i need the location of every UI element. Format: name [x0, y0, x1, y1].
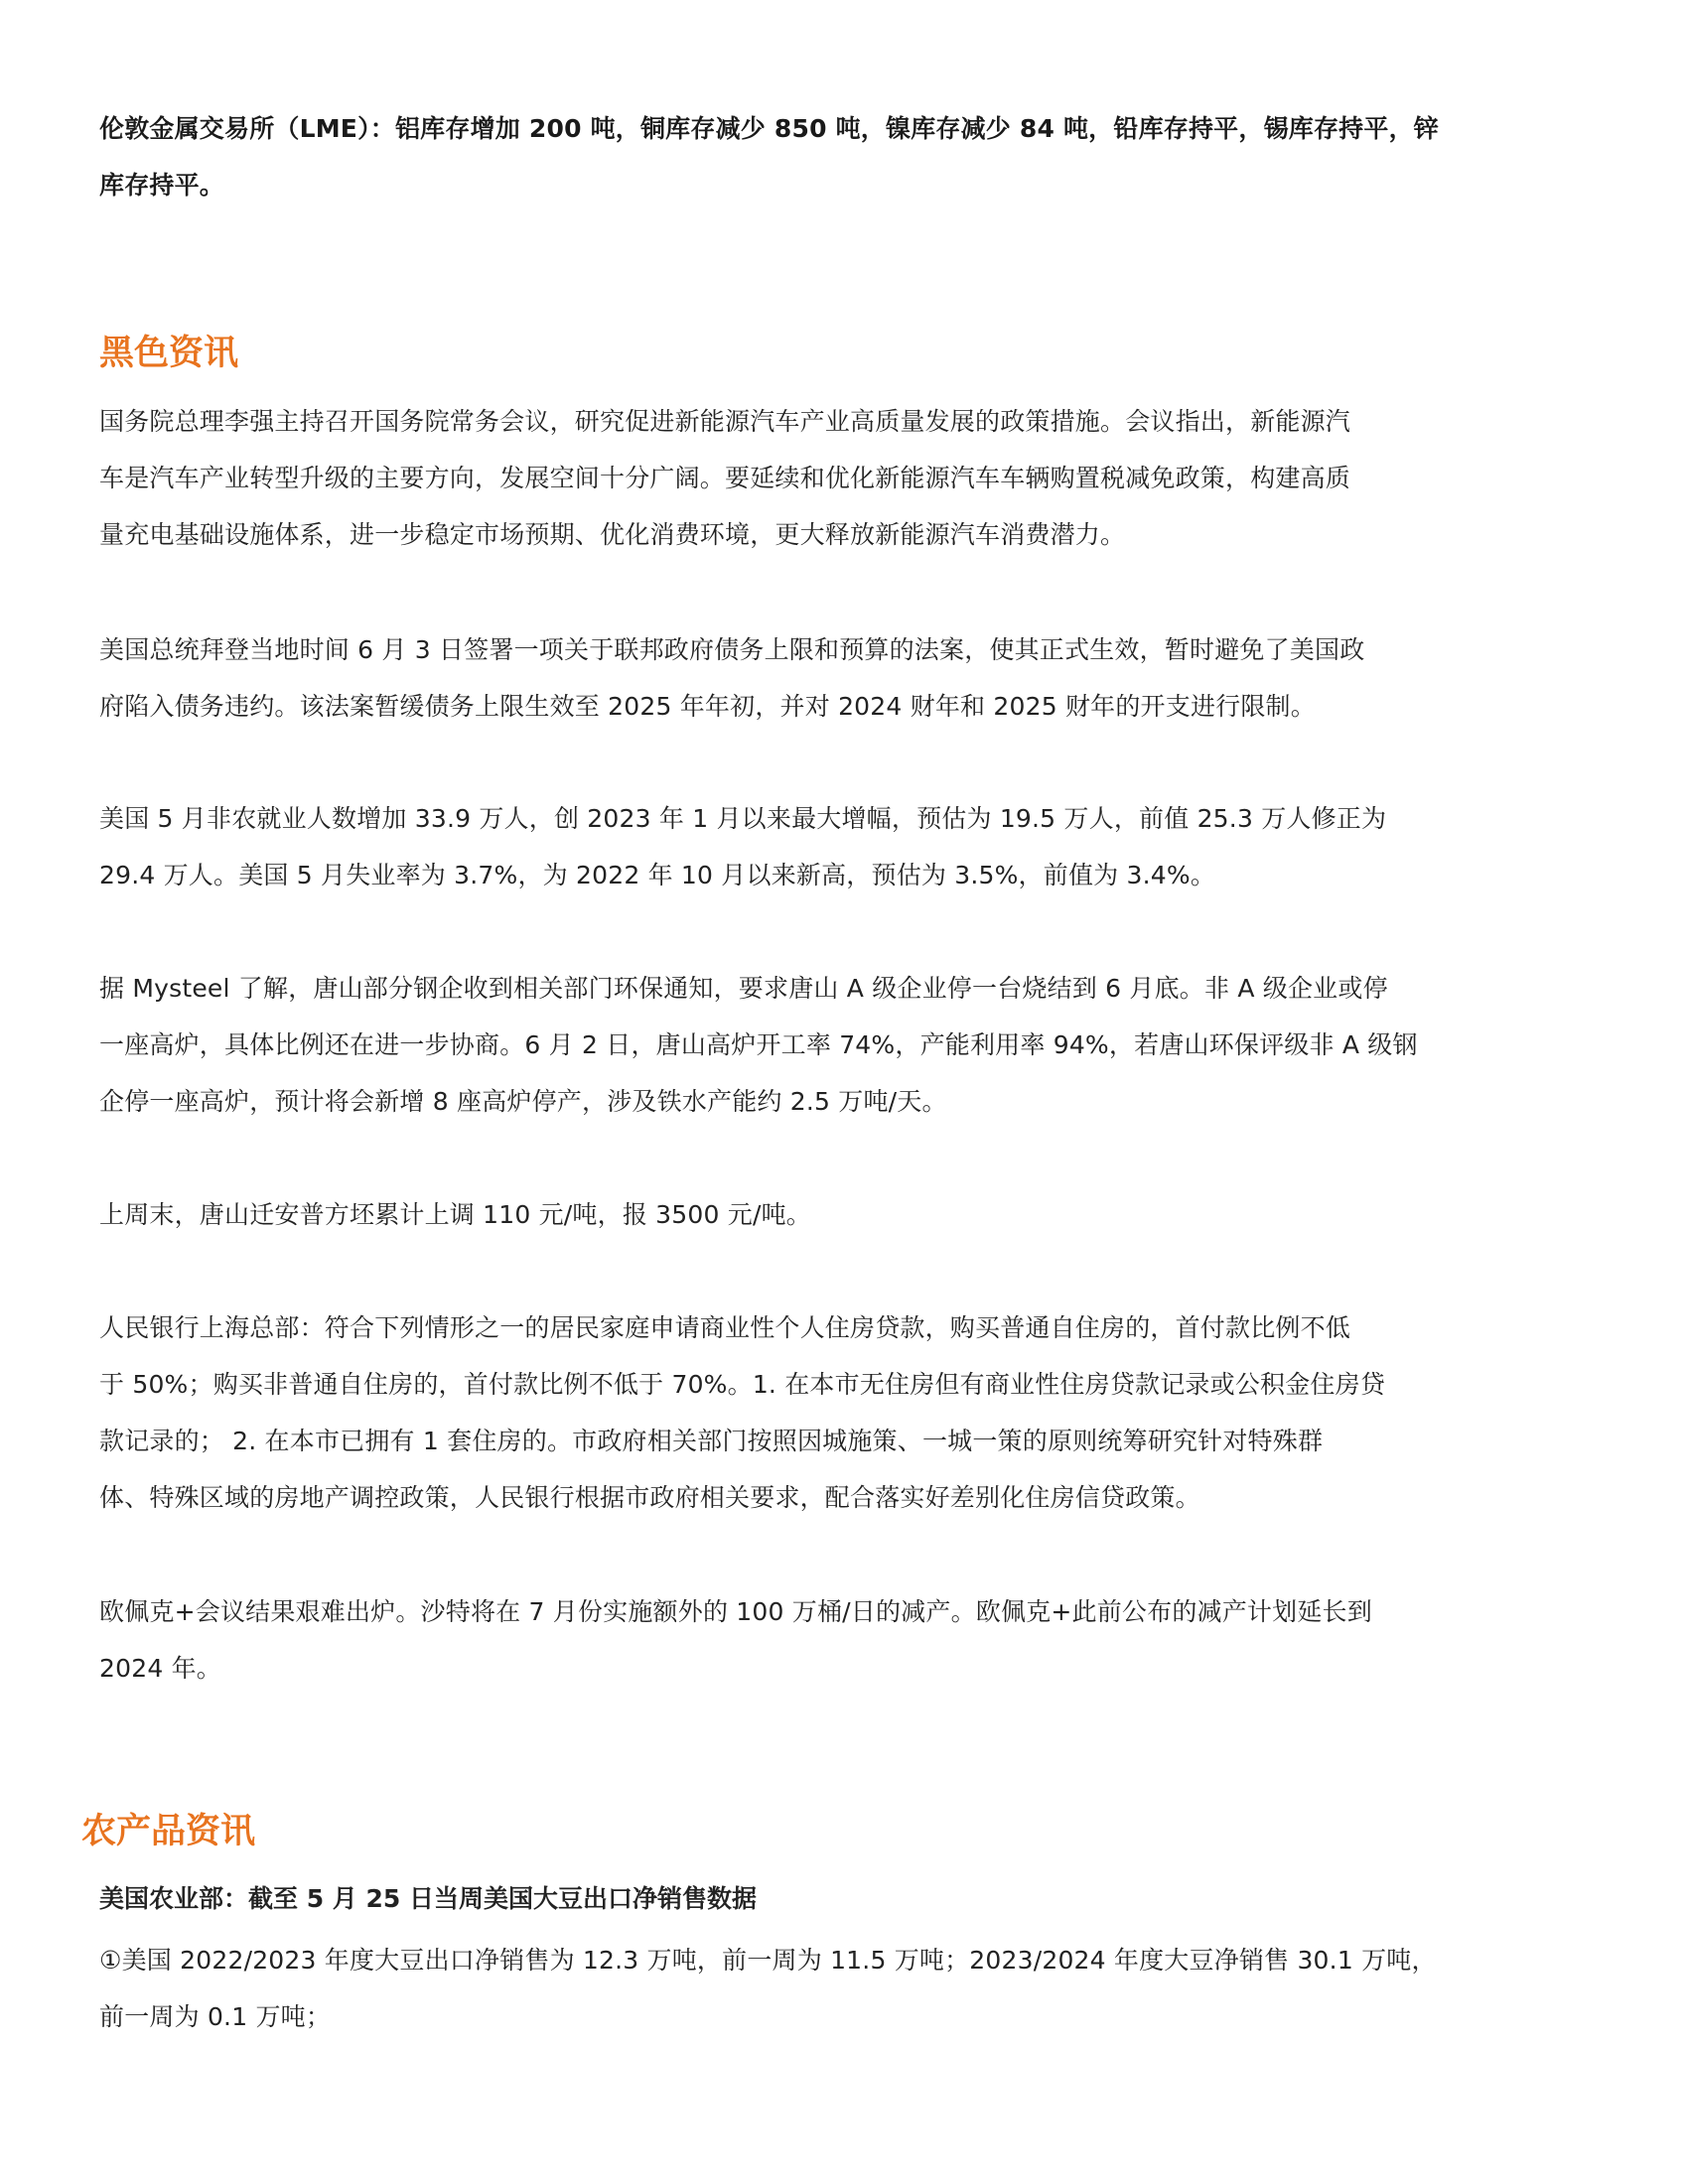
news-paragraph-soybean-sales: ①美国 2022/2023 年度大豆出口净销售为 12.3 万吨，前一周为 11.5 万吨；2023/2024 年度大豆净销售 30.1 万吨， 前一周为 0.1 万吨； — [99, 1946, 1437, 2031]
news-paragraph-pboc-shanghai: 人民银行上海总部：符合下列情形之一的居民家庭申请商业性个人住房贷款，购买普通自住房的，首付款比例不低 于 50%；购买非普通自住房的，首付款比例不低于 70%。1. 在本市无住房但有商业性住房贷款记录或公积金住房贷 款记录的； 2. 在本市已拥有 1 套住房的。市政府相关部门按照因城施策、一城一策的原则统筹研究针对特殊群 体、特殊区域的房地产调控政策，人民银行根据市政府相关要求，配合落实好差别化住房信贷政策。 — [99, 1313, 1386, 1512]
news-paragraph-debt-ceiling: 美国总统拜登当地时间 6 月 3 日签署一项关于联邦政府债务上限和预算的法案，使其正式生效，暂时避免了美国政 府陷入债务违约。该法案暂缓债务上限生效至 2025 年年初，并对 2024 财年和 2025 财年的开支进行限制。 — [99, 635, 1365, 721]
news-paragraph-ev-policy: 国务院总理李强主持召开国务院常务会议，研究促进新能源汽车产业高质量发展的政策措施。会议指出，新能源汽 车是汽车产业转型升级的主要方向，发展空间十分广阔。要延续和优化新能源汽车车辆购置税减免政策，构建高质 量充电基础设施体系，进一步稳定市场预期、优化消费环境，更大释放新能源汽车消费潜力。 — [99, 407, 1351, 549]
news-paragraph-nonfarm: 美国 5 月非农就业人数增加 33.9 万人，创 2023 年 1 月以来最大增幅，预估为 19.5 万人，前值 25.3 万人修正为 29.4 万人。美国 5 月失业率为 3.7%，为 2022 年 10 月以来新高，预估为 3.5%，前值为 3.4%。 — [99, 804, 1387, 889]
agri-subheading: 美国农业部：截至 5 月 25 日当周美国大豆出口净销售数据 — [99, 1884, 758, 1913]
section-title-agri: 农产品资讯 — [81, 1812, 256, 1851]
lme-line-1: 伦敦金属交易所（LME）：铝库存增加 200 吨，铜库存减少 850 吨，镍库存减少 84 吨，铅库存持平，锡库存持平，锌 — [99, 114, 1439, 143]
news-paragraph-tangshan-steel: 据 Mysteel 了解，唐山部分钢企收到相关部门环保通知，要求唐山 A 级企业停一台烧结到 6 月底。非 A 级企业或停 一座高炉，具体比例还在进一步协商。6 月 2 日，唐山高炉开工率 74%，产能利用率 94%，若唐山环保评级非 A 级钢 企停一座高炉，预计将会新增 8 座高炉停产，涉及铁水产能约 2.5 万吨/天。 — [99, 974, 1418, 1116]
news-paragraph-opec: 欧佩克+会议结果艰难出炉。沙特将在 7 月份实施额外的 100 万桶/日的减产。欧佩克+此前公布的减产计划延长到 2024 年。 — [99, 1597, 1372, 1683]
news-paragraph-billet-price: 上周末，唐山迁安普方坯累计上调 110 元/吨，报 3500 元/吨。 — [99, 1200, 811, 1229]
lme-inventory-paragraph — [99, 100, 1589, 213]
lme-line-2: 库存持平。 — [99, 171, 225, 200]
section-title-black: 黑色资讯 — [99, 334, 239, 373]
